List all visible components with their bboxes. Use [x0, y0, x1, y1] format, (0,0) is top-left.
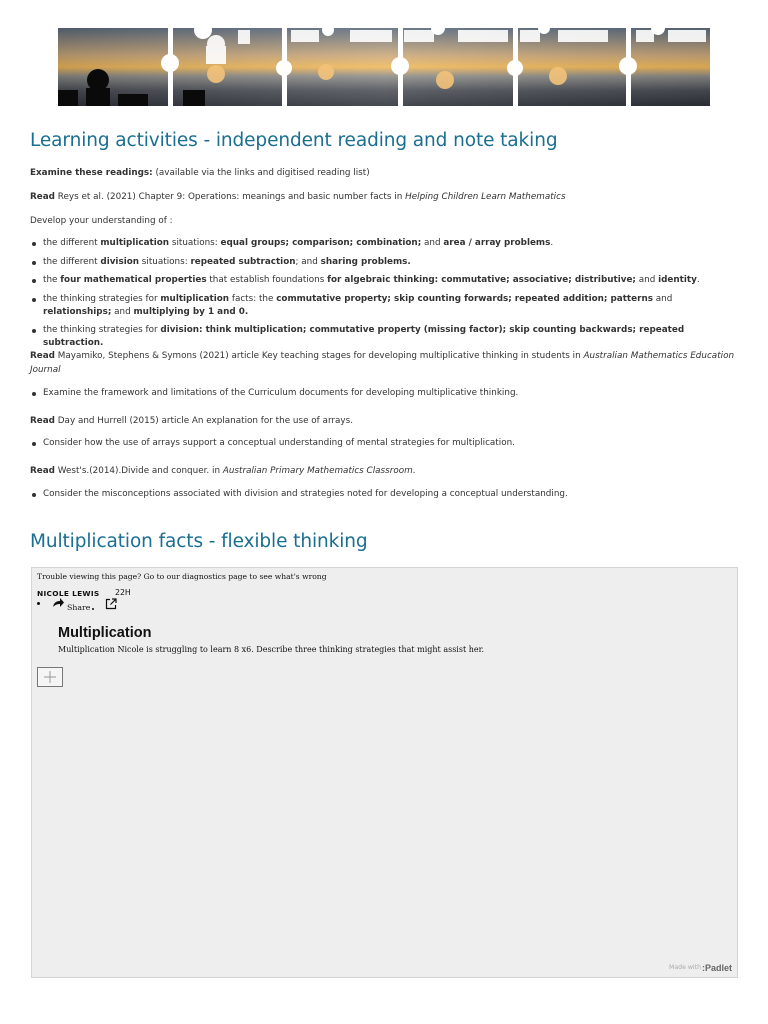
bullet-segment: and [421, 238, 444, 248]
open-external-icon[interactable] [105, 598, 117, 610]
bullet-segment: and [635, 275, 659, 285]
bullet-segment: . [550, 238, 554, 248]
post-time: 22H [115, 588, 131, 597]
reading-reys [30, 190, 566, 204]
bullet-segment: the thinking strategies for [43, 325, 161, 335]
develop-item-3 [30, 274, 730, 287]
reading-mayamiko [30, 349, 740, 377]
bullet-segment: situations: [169, 238, 221, 248]
examine-label: Examine these readings: [30, 168, 153, 178]
west-list [30, 488, 730, 507]
bullet-segment: sharing problems. [320, 256, 411, 267]
develop-item-5 [30, 324, 730, 350]
reading-mayamiko-journal[interactable]: Australian Mathematics Education Journal [30, 351, 735, 375]
reading-mayamiko-text: Mayamiko, Stephens & Symons (2021) article Key teaching stages for developing multiplicative thinking in students in [54, 351, 584, 361]
bullet-segment: repeated subtraction [190, 256, 296, 267]
bullet-segment: . [696, 275, 700, 285]
padlet-logo[interactable]: :Padlet [701, 963, 732, 973]
diagnostics-notice[interactable]: Trouble viewing this page? Go to our diagnostics page to see what's wrong [37, 572, 327, 581]
read-label: Read [30, 192, 55, 202]
reading-west-end: . [412, 466, 416, 476]
bullet-segment: multiplication [100, 238, 170, 248]
bullet-segment: facts: the [229, 293, 277, 304]
bullet-segment: identity [658, 275, 697, 285]
bullet-dot [37, 602, 40, 605]
bullet-segment: and [652, 293, 673, 304]
examine-paragraph [30, 166, 370, 180]
heading-learning-activities: Learning activities - independent reading and note taking [30, 130, 558, 151]
reading-day-hurrell [30, 414, 353, 428]
made-with-label: Made with [669, 964, 701, 971]
read-label: Read [30, 416, 55, 426]
bullet-segment: relationships; [43, 306, 112, 317]
bullet-segment: the [43, 275, 61, 285]
bullet-segment: for algebraic thinking: commutative; associative; distributive; [327, 275, 636, 285]
share-button[interactable]: Share [67, 603, 91, 612]
post-title: Multiplication [58, 625, 152, 641]
add-post-button[interactable] [37, 667, 63, 687]
bullet-segment: division: think multiplication; commutative property (missing factor); skip counting backwards; repeated subtraction. [43, 325, 685, 348]
share-arrow-icon[interactable] [52, 598, 64, 608]
develop-understanding: Develop your understanding of : [30, 216, 173, 226]
plus-icon [38, 668, 62, 686]
bullet-segment: situations: [139, 256, 191, 267]
separator-dot [92, 608, 94, 610]
bullet-segment: the different [43, 238, 101, 248]
bullet-segment: four mathematical properties [60, 275, 207, 285]
day-hurrell-list [30, 437, 730, 456]
read-label: Read [30, 466, 55, 476]
bullet-segment: equal groups; comparison; combination; [220, 238, 422, 248]
reading-reys-book[interactable]: Helping Children Learn Mathematics [405, 192, 566, 202]
bullet-segment: ; and [295, 256, 321, 267]
reading-reys-text: Reys et al. (2021) Chapter 9: Operations: meanings and basic number facts in [54, 192, 406, 202]
develop-item-4 [30, 293, 730, 319]
post-body: Multiplication Nicole is struggling to learn 8 x6. Describe three thinking strategies that might assist her. [58, 645, 485, 654]
read-label: Read [30, 351, 55, 361]
reading-west [30, 464, 415, 478]
develop-item-2 [30, 256, 730, 269]
develop-list [30, 237, 730, 356]
bullet-segment: division [100, 256, 140, 267]
padlet-embed[interactable] [31, 567, 738, 978]
heading-multiplication-facts: Multiplication facts - flexible thinking [30, 531, 368, 552]
post-author: NICOLE LEWIS [37, 589, 100, 598]
mayamiko-list [30, 387, 730, 406]
puzzle-sunset-banner [58, 28, 710, 106]
bullet-segment: multiplying by 1 and 0. [133, 306, 249, 317]
examine-note: (available via the links and digitised reading list) [152, 168, 370, 178]
reading-west-text: West's.(2014).Divide and conquer. in [54, 466, 223, 476]
bullet-segment: the different [43, 256, 101, 267]
bullet-segment: that establish foundations [206, 275, 328, 285]
reading-west-journal[interactable]: Australian Primary Mathematics Classroom [222, 466, 413, 476]
bullet-segment: commutative property; skip counting forwards; repeated addition; patterns [276, 293, 653, 304]
bullet-segment: and [111, 306, 134, 317]
list-item: Consider the misconceptions associated with division and strategies noted for developing a conceptual understanding. [30, 488, 730, 501]
reading-day-hurrell-text: Day and Hurrell (2015) article An explanation for the use of arrays. [54, 416, 354, 426]
list-item: Examine the framework and limitations of the Curriculum documents for developing multiplicative thinking. [30, 387, 730, 400]
list-item: Consider how the use of arrays support a conceptual understanding of mental strategies for multiplication. [30, 437, 730, 450]
bullet-segment: the thinking strategies for [43, 293, 161, 304]
bullet-segment: area / array problems [443, 238, 551, 248]
develop-item-1 [30, 237, 730, 250]
bullet-segment: multiplication [160, 293, 230, 304]
